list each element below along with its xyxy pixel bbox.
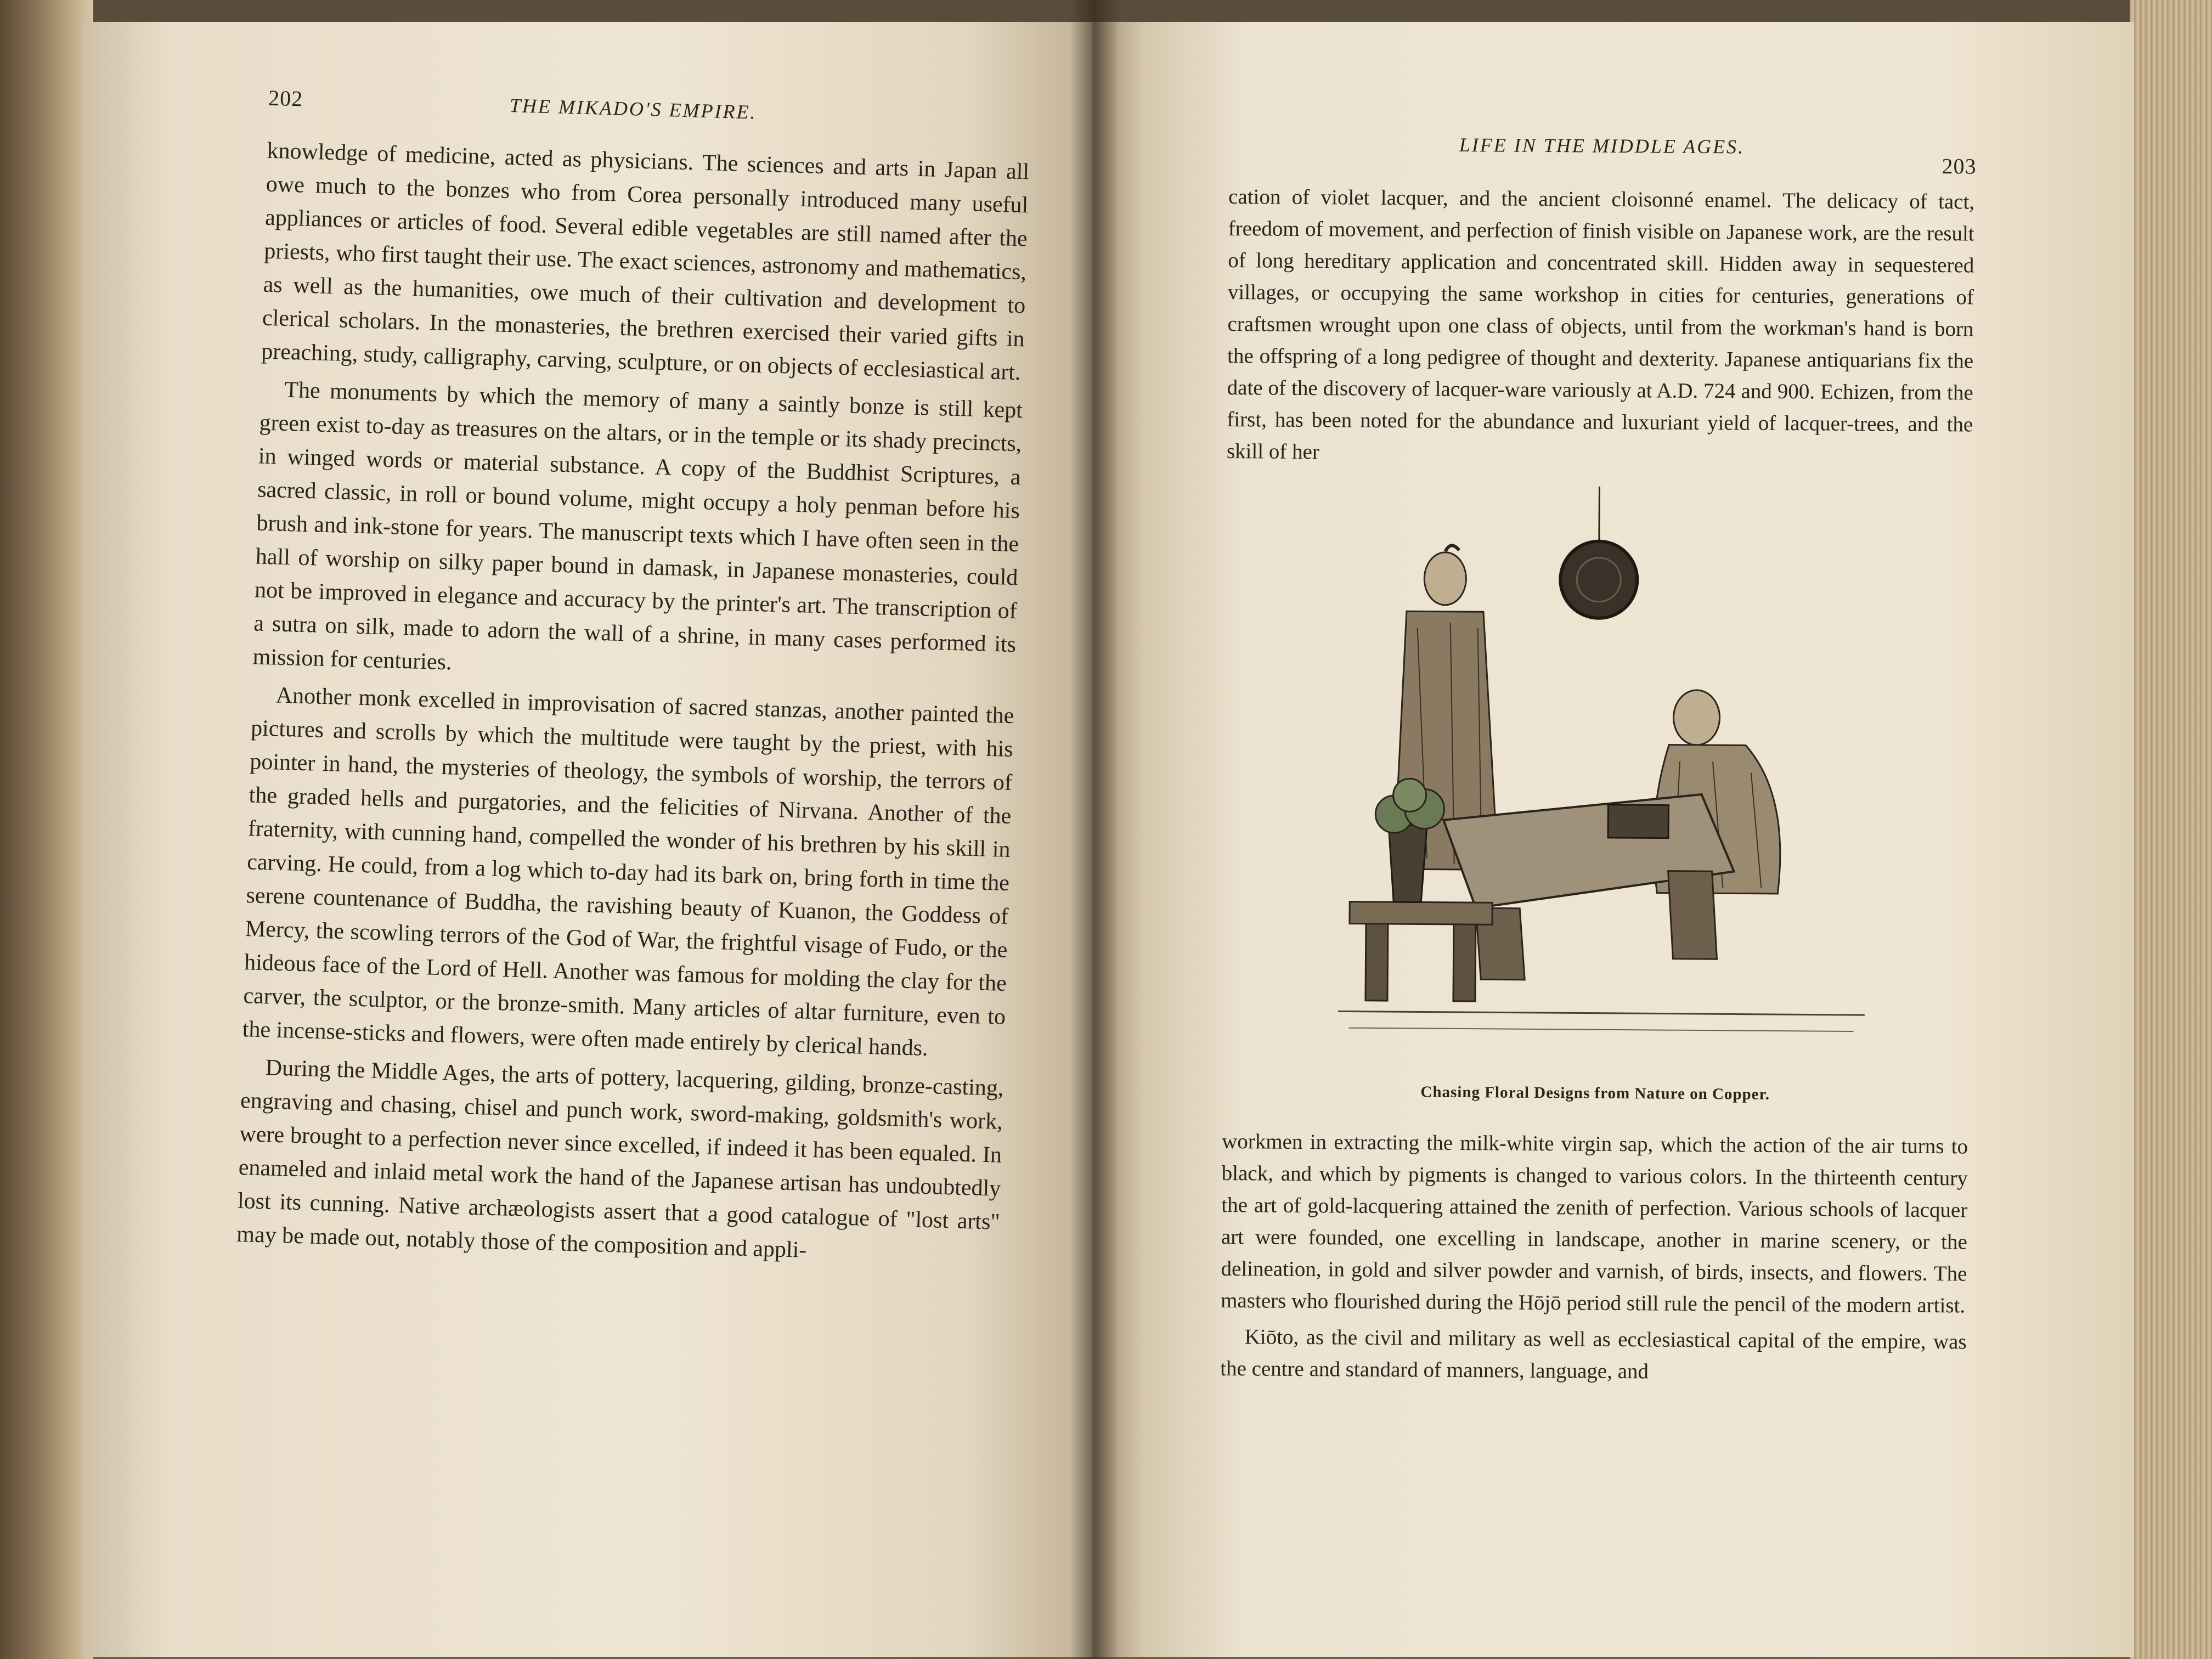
left-running-title: THE MIKADO'S EMPIRE. bbox=[509, 94, 758, 123]
right-page-number: 203 bbox=[1942, 154, 1977, 179]
book-cover-edge-left bbox=[0, 0, 93, 1659]
page-block-edge-right bbox=[2130, 0, 2212, 1659]
right-running-title: LIFE IN THE MIDDLE AGES. bbox=[1459, 133, 1745, 158]
engraving-illustration bbox=[1316, 484, 1879, 1070]
left-paragraph-2: The monuments by which the memory of many a saintly bonze is still kept green exist to-day as treasures on the altars, or in the temple or its shady precincts, in winged words or material substance. A copy of the Buddhist Scriptures, a sacred classic, in roll or bound volume, might occupy a holy penman before his brush and ink-stone for years. The manuscript texts which I have often seen in the hall of worship on silky paper bound in damask, in Japanese monasteries, could not be improved in elegance and accuracy by the printer's art. The transcription of a sutra on silk, made to adorn the wall of a shrine, in many cases performed its mission for centuries. bbox=[252, 377, 1023, 675]
right-paragraph-bottom-2: Kiōto, as the civil and military as well as ecclesiastical capital of the empire, was the centre and standard of manners, language, and bbox=[1220, 1325, 1967, 1384]
figure-caption: Chasing Floral Designs from Nature on Copper. bbox=[1420, 1083, 1770, 1103]
right-page-content bbox=[1220, 132, 1975, 1394]
book-gutter bbox=[1070, 0, 1119, 1659]
right-paragraph-bottom-1: workmen in extracting the milk-white virgin sap, which the action of the air turns to black, and which by pigments is changed to various colors. In the thirteenth century the art of gold-lacquering attained the zenith of perfection. Various schools of lacquer art were founded, one excelling in landscape, another in marine scenery, or the delineation, in gold and silver powder and varnish, of birds, insects, and flowers. The masters who flourished during the Hōjō period still rule the pencil of the modern artist. bbox=[1220, 1129, 1968, 1318]
right-paragraph-top: cation of violet lacquer, and the ancient cloisonné enamel. The delicacy of tact, freedom of movement, and perfection of finish visible on Japanese work, are the result of long hereditary application and concentrated skill. Hidden away in sequestered villages, or occupying the same workshop in cities for centuries, generations of craftsmen wrought upon one class of objects, until from the workman's hand is born the offspring of a long pedigree of thought and dexterity. Japanese antiquarians fix the date of the discovery of lacquer-ware variously at A.D. 724 and 900. Echizen, from the first, has been noted for the abundance and luxuriant yield of lacquer-trees, and the skill of her bbox=[1226, 184, 1975, 464]
left-paragraph-3: Another monk excelled in improvisation of sacred stanzas, another painted the pictures and scrolls by which the multitude were taught by the priest, with his pointer in hand, the mysteries of theology, the symbols of worship, the terrors of the graded hells and purgatories, and the felicities of Nirvana. Another of the fraternity, with cunning hand, compelled the wonder of his brethren by his skill in carving. He could, from a log which to-day had its bark on, bring forth in time the serene countenance of Buddha, the ravishing beauty of Kuanon, the Goddess of Mercy, the scowling terrors of the God of War, the frightful visage of Fudo, or the hideous face of the Lord of Hell. Another was famous for molding the clay for the carver, the sculptor, or the bronze-smith. Many articles of altar furniture, even to the incense-sticks and flowers, were often made entirely by clerical hands. bbox=[242, 682, 1014, 1061]
right-text-block bbox=[1220, 181, 1974, 1390]
left-page-number: 202 bbox=[268, 85, 303, 111]
engraving-figure bbox=[1222, 484, 1972, 1120]
right-running-head bbox=[1228, 132, 1975, 186]
left-page-content bbox=[143, 82, 1031, 1277]
left-paragraph-4: During the Middle Ages, the arts of pottery, lacquering, gilding, bronze-casting, engraving and chasing, chisel and punch work, sword-making, goldsmith's work, were brought to a perfection never since excelled, if indeed it has been equaled. In enameled and inlaid metal work the hand of the Japanese artisan has undoubtedly lost its cunning. Native archæologists assert that a good catalogue of "lost arts" may be made out, notably those of the composition and appli- bbox=[236, 1055, 1005, 1263]
left-paragraph-1: knowledge of medicine, acted as physicians. The sciences and arts in Japan all owe much to the bonzes who from Corea personally introduced many useful appliances or articles of food. Several edible vegetables are still named after the priests, who first taught their use. The exact sciences, astronomy and mathematics, as well as the humanities, owe much of their cultivation and development to clerical scholars. In the monasteries, the brethren exercised their varied gifts in preaching, study, calligraphy, carving, sculpture, or on objects of ecclesiastical art. bbox=[261, 138, 1030, 386]
left-text-block bbox=[236, 134, 1030, 1273]
